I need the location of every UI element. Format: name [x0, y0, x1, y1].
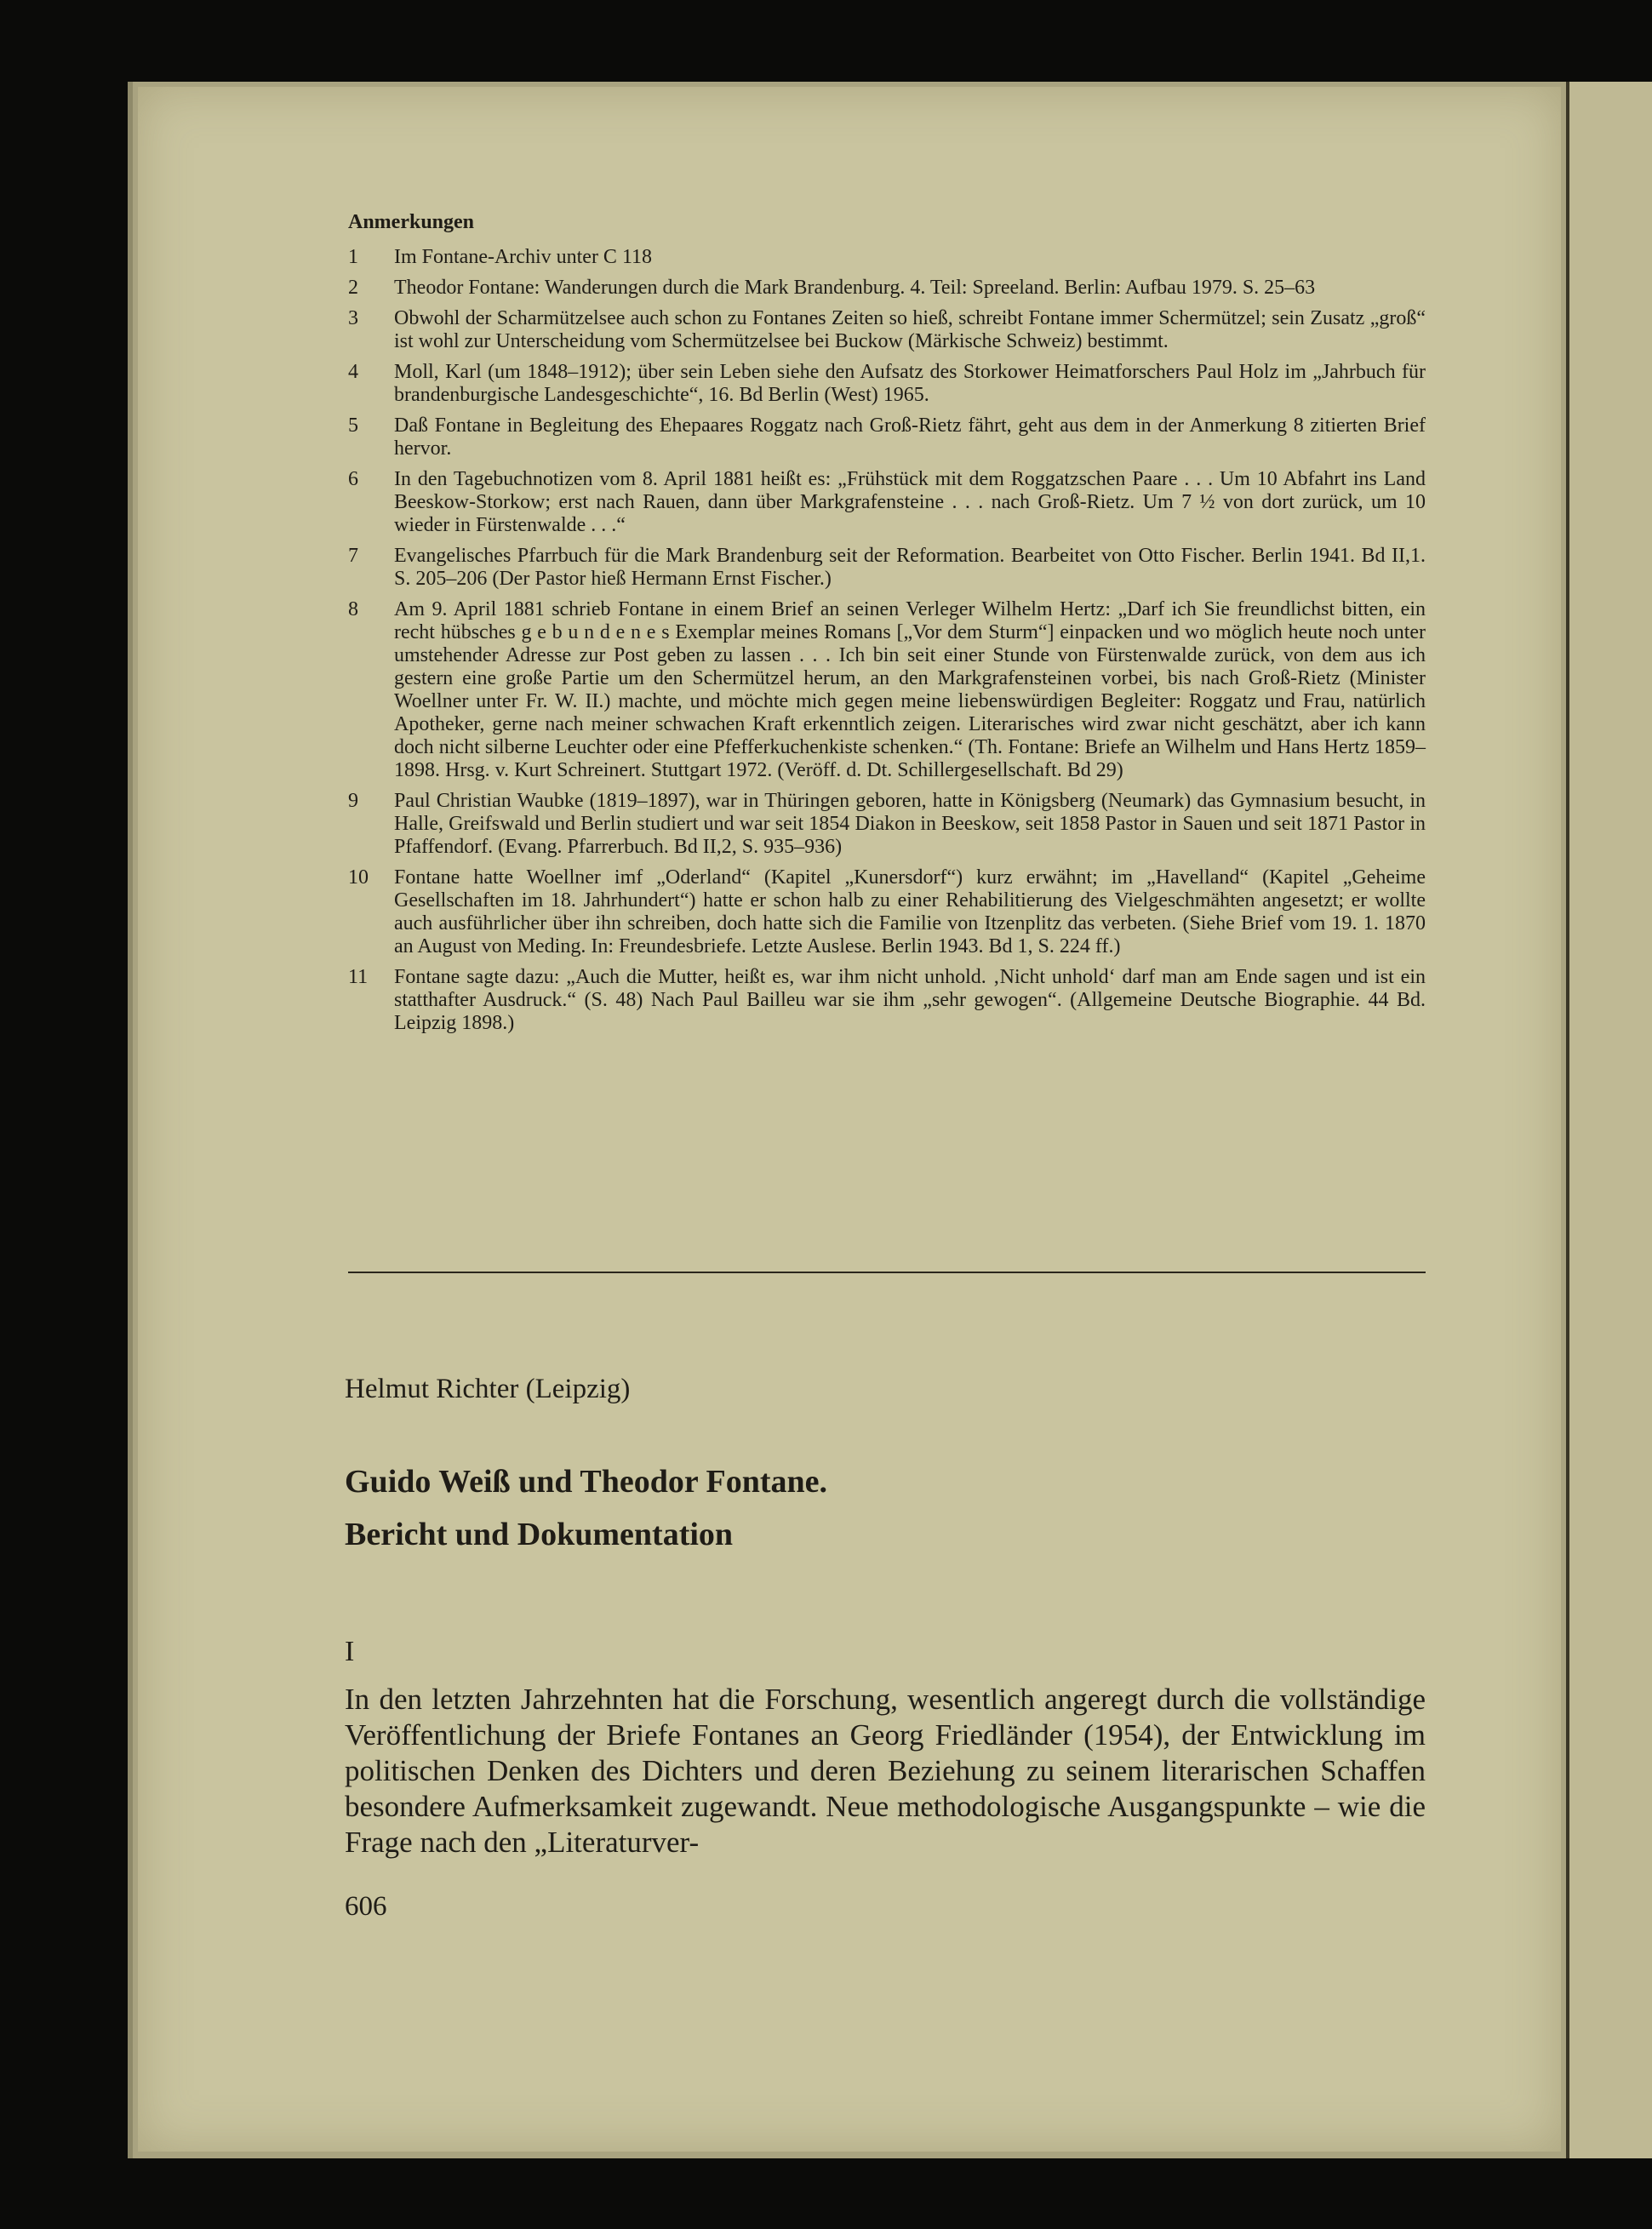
footnote-number: 4 — [348, 361, 358, 383]
footnote-number: 11 — [348, 966, 369, 988]
article-author: Helmut Richter (Leipzig) — [345, 1374, 631, 1404]
footnote — [348, 866, 1426, 958]
footnote-text: In den Tagebuchnotizen vom 8. April 1881 heißt es: „Frühstück mit dem Roggatzschen Paare . . . Um 10 Abfahrt ins Land Beeskow-Storkow; erst nach Rauen, dann über Markgrafensteine . . . nach Groß-Rietz. Um 7 ½ von dort zurück, um 10 wieder in Fürstenwalde . . .“ — [394, 468, 1426, 536]
footnote-text: Obwohl der Scharmützelsee auch schon zu Fontanes Zeiten so hieß, schreibt Fontane immer Schermützel; sein Zusatz „groß“ ist wohl zur Unterscheidung vom Schermützelsee bei Buckow (Märkische Schweiz) bestimmt. — [394, 307, 1426, 352]
footnote-number: 9 — [348, 790, 358, 812]
notes-list — [348, 246, 1426, 1035]
article-title — [345, 1455, 827, 1561]
footnote-text: Daß Fontane in Begleitung des Ehepaares Roggatz nach Groß-Rietz fährt, geht aus dem in der Anmerkung 8 zitierten Brief hervor. — [394, 414, 1426, 460]
footnote-number: 5 — [348, 414, 358, 437]
article-title-line-1: Guido Weiß und Theodor Fontane. — [345, 1464, 828, 1500]
footnote — [348, 966, 1426, 1035]
article-body-paragraph: In den letzten Jahrzehnten hat die Forschung, wesentlich angeregt durch die vollständige Veröffentlichung der Briefe Fontanes an Georg Friedländer (1954), der Entwicklung im politischen Denken des Dichters und deren Beziehung zu seinem literarischen Schaffen besondere Aufmerksamkeit zugewandt. Neue methodologische Ausgangspunkte – wie die Frage nach den „Literaturver- — [345, 1683, 1426, 1859]
footnote-number: 10 — [348, 866, 369, 889]
footnote — [348, 246, 1426, 269]
footnote — [348, 307, 1426, 353]
facing-page-edge — [1566, 82, 1652, 2158]
footnote — [348, 361, 1426, 407]
footnote-text: Fontane hatte Woellner imf „Oderland“ (Kapitel „Kunersdorf“) kurz erwähnt; im „Havelland“ (Kapitel „Geheime Gesellschaften im 18. Jahrhundert“) hatte er schon halb zu einer Rehabilitierung des Vielgeschmähten angesetzt; er wollte auch ausführlicher über ihn schreiben, doch hatte sich die Familie von Itzenplitz das verbeten. (Siehe Brief vom 19. 1. 1870 an August von Meding. In: Freundesbriefe. Letzte Auslese. Berlin 1943. Bd 1, S. 224 ff.) — [394, 866, 1426, 957]
page-number: 606 — [345, 1891, 387, 1922]
notes-section — [348, 211, 1426, 1043]
footnote-text: Im Fontane-Archiv unter C 118 — [394, 246, 653, 268]
footnote-number: 6 — [348, 468, 358, 490]
article-title-line-2: Bericht und Dokumentation — [345, 1517, 734, 1552]
footnote-number: 8 — [348, 598, 358, 620]
footnote-text: Fontane sagte dazu: „Auch die Mutter, heißt es, war ihm nicht unhold. ‚Nicht unhold‘ darf man am Ende sagen und ist ein statthafter Ausdruck.“ (S. 48) Nach Paul Bailleu war sie ihm „sehr gewogen“. (Allgemeine Deutsche Biographie. 44 Bd. Leipzig 1898.) — [394, 966, 1426, 1034]
footnote-number: 7 — [348, 545, 358, 567]
footnote — [348, 790, 1426, 859]
footnote-text: Moll, Karl (um 1848–1912); über sein Leben siehe den Aufsatz des Storkower Heimatforschers Paul Holz im „Jahrbuch für brandenburgische Landesgeschichte“, 16. Bd Berlin (West) 1965. — [394, 361, 1426, 406]
section-divider — [348, 1272, 1426, 1273]
footnote — [348, 468, 1426, 537]
footnote — [348, 545, 1426, 591]
footnote — [348, 414, 1426, 460]
footnote-number: 1 — [348, 246, 358, 268]
footnote-text: Theodor Fontane: Wanderungen durch die Mark Brandenburg. 4. Teil: Spreeland. Berlin: Aufbau 1979. S. 25–63 — [394, 277, 1316, 299]
footnote-number: 3 — [348, 307, 358, 329]
notes-heading: Anmerkungen — [348, 211, 475, 233]
footnote-text: Am 9. April 1881 schrieb Fontane in einem Brief an seinen Verleger Wilhelm Hertz: „Darf ich Sie freundlichst bitten, ein recht hübsches g e b u n d e n e s Exemplar meines Romans [„Vor dem Sturm“] einpacken und wo möglich heute noch unter umstehender Adresse zur Post geben zu lassen . . . Ich bin seit einer Stunde von Fürstenwalde zurück, von dem aus ich gestern eine große Partie um den Schermützel herum, an den Markgrafensteinen vorbei, bis nach Groß-Rietz (Minister Woellner unter Fr. W. II.) machte, und möchte mich gegen meine liebenswürdigen Begleiter: Roggatz und Frau, natürlich Apotheker, gerne nach meiner schwachen Kraft erkenntlich zeigen. Literarisches wird zwar nicht geschätzt, aber ich kann doch nicht silberne Leuchter oder eine Pfefferkuchenkiste schenken.“ (Th. Fontane: Briefe an Wilhelm und Hans Hertz 1859–1898. Hrsg. v. Kurt Schreinert. Stuttgart 1972. (Veröff. d. Dt. Schillergesellschaft. Bd 29) — [394, 598, 1426, 781]
footnote-text: Evangelisches Pfarrbuch für die Mark Brandenburg seit der Reformation. Bearbeitet von Otto Fischer. Berlin 1941. Bd II,1. S. 205–206 (Der Pastor hieß Hermann Ernst Fischer.) — [394, 545, 1426, 590]
footnote — [348, 598, 1426, 782]
footnote-text: Paul Christian Waubke (1819–1897), war in Thüringen geboren, hatte in Königsberg (Neumark) das Gymnasium besucht, in Halle, Greifswald und Berlin studiert und war seit 1854 Diakon in Beeskow, seit 1858 Pastor in Sauen und seit 1871 Pastor in Pfaffendorf. (Evang. Pfarrerbuch. Bd II,2, S. 935–936) — [394, 790, 1426, 858]
footnote-number: 2 — [348, 277, 358, 299]
section-number: I — [345, 1636, 355, 1667]
footnote — [348, 277, 1426, 300]
